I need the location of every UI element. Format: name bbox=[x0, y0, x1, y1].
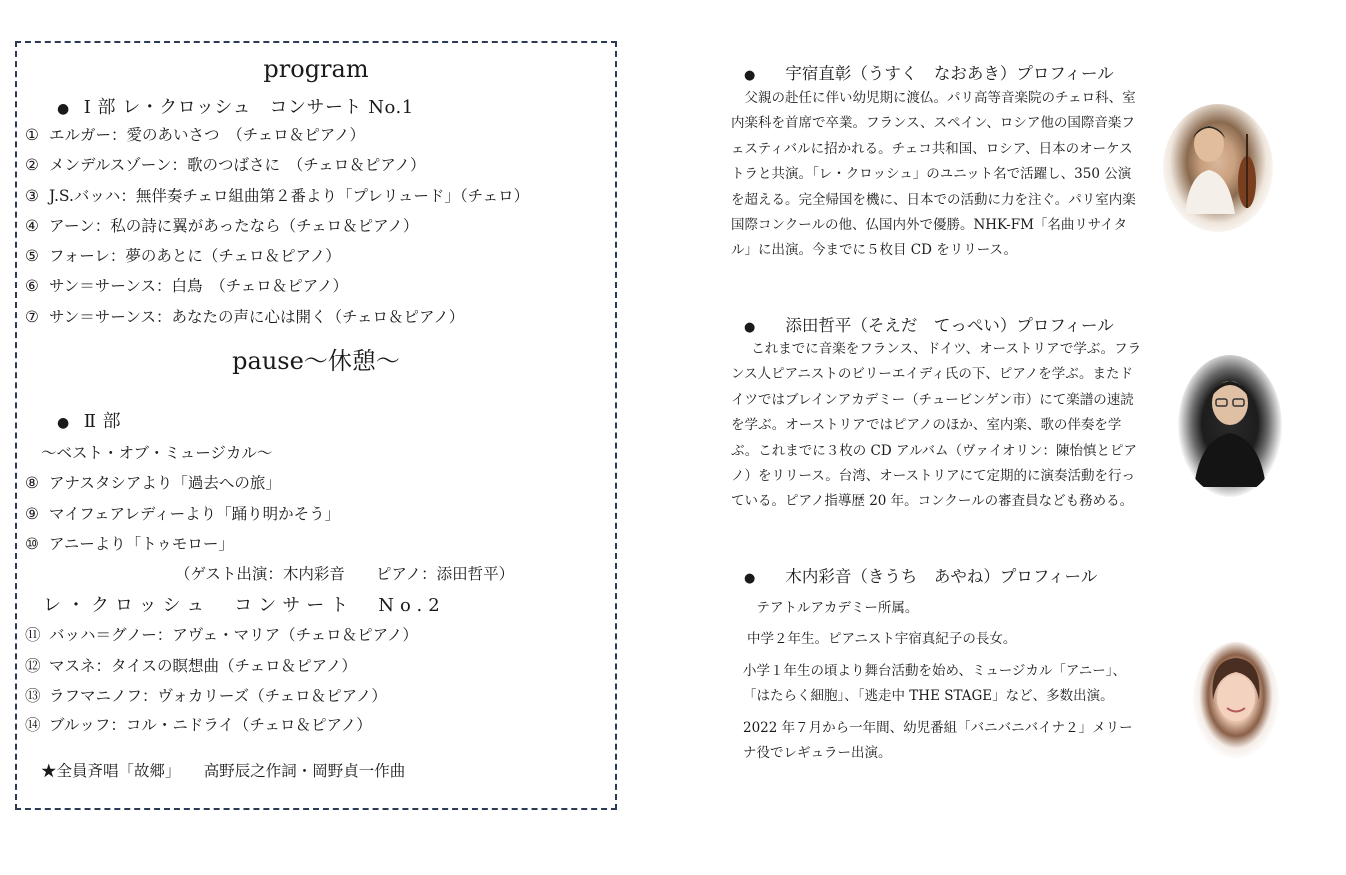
cellist-photo-art bbox=[1163, 104, 1273, 232]
bio-paragraph: 中学２年生。ピアニスト宇宿真紀子の長女。 bbox=[747, 631, 1017, 648]
bullet-icon: ● bbox=[744, 68, 756, 83]
pianist-photo-art bbox=[1178, 355, 1282, 497]
part2-subtitle: ～ベスト・オブ・ミュージカル～ bbox=[41, 444, 273, 462]
bullet-icon: ● bbox=[57, 101, 70, 117]
program-item: ① エルガー：愛のあいさつ （チェロ＆ピアノ） bbox=[25, 126, 366, 144]
program-item: ⑨ マイフェアレディーより「踊り明かそう」 bbox=[25, 505, 341, 523]
part1-heading: ● Ⅰ 部 レ・クロッシュ コンサート No.1 bbox=[57, 97, 414, 118]
part2b-heading: レ・クロッシュ コンサート No.2 bbox=[43, 595, 446, 616]
program-item: ② メンデルスゾーン：歌のつばさに （チェロ＆ピアノ） bbox=[25, 156, 426, 174]
program-title: program bbox=[263, 55, 369, 83]
singer-photo bbox=[1193, 642, 1279, 758]
program-box bbox=[15, 41, 617, 810]
bullet-icon: ● bbox=[57, 415, 70, 431]
program-item: ⑬ ラフマニノフ：ヴォカリーズ（チェロ＆ピアノ） bbox=[25, 687, 387, 705]
program-item: ⑧ アナスタシアより「過去への旅」 bbox=[25, 474, 281, 492]
program-item: ④ アーン：私の詩に翼があったなら（チェロ＆ピアノ） bbox=[25, 217, 419, 235]
program-item: ⑭ ブルッフ：コル・ニドライ（チェロ＆ピアノ） bbox=[25, 716, 372, 734]
guest-note: （ゲスト出演：木内彩音 ピアノ：添田哲平） bbox=[175, 565, 515, 583]
program-item: ⑪ バッハ＝グノー：アヴェ・マリア（チェロ＆ピアノ） bbox=[25, 626, 418, 644]
pause-title: pause～休憩～ bbox=[232, 347, 400, 375]
bio-paragraph: 小学１年生の頃より舞台活動を始め、ミュージカル「アニー」、「はたらく細胞」、「逃走中 THE STAGE」など、多数出演。 bbox=[743, 662, 1126, 705]
profile-heading-soeda: ● 添田哲平（そえだ てっぺい）プロフィール bbox=[744, 316, 1114, 335]
part2-heading: ● Ⅱ 部 bbox=[57, 411, 122, 432]
profile-bio-kiuchi bbox=[743, 596, 1143, 766]
program-item: ⑩ アニーより「トゥモロー」 bbox=[25, 535, 234, 553]
program-item: ⑤ フォーレ：夢のあとに（チェロ＆ピアノ） bbox=[25, 247, 341, 265]
bio-paragraph: 2022 年７月から一年間、幼児番組「バニバニバイナ２」メリーナ役でレギュラー出演。 bbox=[743, 719, 1133, 762]
cellist-photo bbox=[1163, 104, 1273, 232]
bullet-icon: ● bbox=[744, 571, 756, 586]
program-item: ⑫ マスネ：タイスの瞑想曲（チェロ＆ピアノ） bbox=[25, 657, 357, 675]
bio-paragraph: これまでに音楽をフランス、ドイツ、オーストリアで学ぶ。フランス人ピアニストのビリーエイディ氏の下、ピアノを学ぶ。またドイツではブレインアカデミー（チュービンゲン市）にて楽譜の速読を学ぶ。オーストリアではピアノのほか、室内楽、歌の伴奏を学ぶ。これまでに３枚の CD アルバム（ヴァイオリン：陳怡慎とピアノ）をリリース。台湾、オーストリアにて定期的に演奏活動を行っている。ピアノ指導歴 20 年。コンクールの審査員なども務める。 bbox=[731, 341, 1142, 510]
choir-note: ★全員斉唱「故郷」 高野辰之作詞・岡野貞一作曲 bbox=[41, 762, 406, 780]
program-item: ⑦ サン＝サーンス：あなたの声に心は開く（チェロ＆ピアノ） bbox=[25, 308, 465, 326]
profile-bio-soeda bbox=[731, 337, 1143, 515]
profile-heading-usuku: ● 宇宿直彰（うすく なおあき）プロフィール bbox=[744, 64, 1114, 83]
program-item: ⑥ サン＝サーンス：白鳥 （チェロ＆ピアノ） bbox=[25, 277, 348, 295]
bio-paragraph: テアトルアカデミー所属。 bbox=[756, 600, 919, 616]
profile-bio-usuku bbox=[731, 86, 1143, 264]
profile-heading-kiuchi: ● 木内彩音（きうち あやね）プロフィール bbox=[744, 567, 1098, 586]
program-item: ③ J.S.バッハ：無伴奏チェロ組曲第２番より「プレリュード」（チェロ） bbox=[25, 187, 530, 205]
pianist-photo bbox=[1178, 355, 1282, 497]
bullet-icon: ● bbox=[744, 320, 756, 335]
bio-paragraph: 父親の赴任に伴い幼児期に渡仏。パリ高等音楽院のチェロ科、室内楽科を首席で卒業。フランス、スペイン、ロシア他の国際音楽フェスティバルに招かれる。チェコ共和国、ロシア、日本のオーケストラと共演。「レ・クロッシュ」のユニット名で活躍し、350 公演を超える。完全帰国を機に、日本での活動に力を注ぐ。パリ室内楽国際コンクールの他、仏国内外で優勝。NHK-FM「名曲リサイタル」に出演。今までに５枚目 CD をリリース。 bbox=[731, 90, 1136, 259]
singer-photo-art bbox=[1193, 642, 1279, 758]
